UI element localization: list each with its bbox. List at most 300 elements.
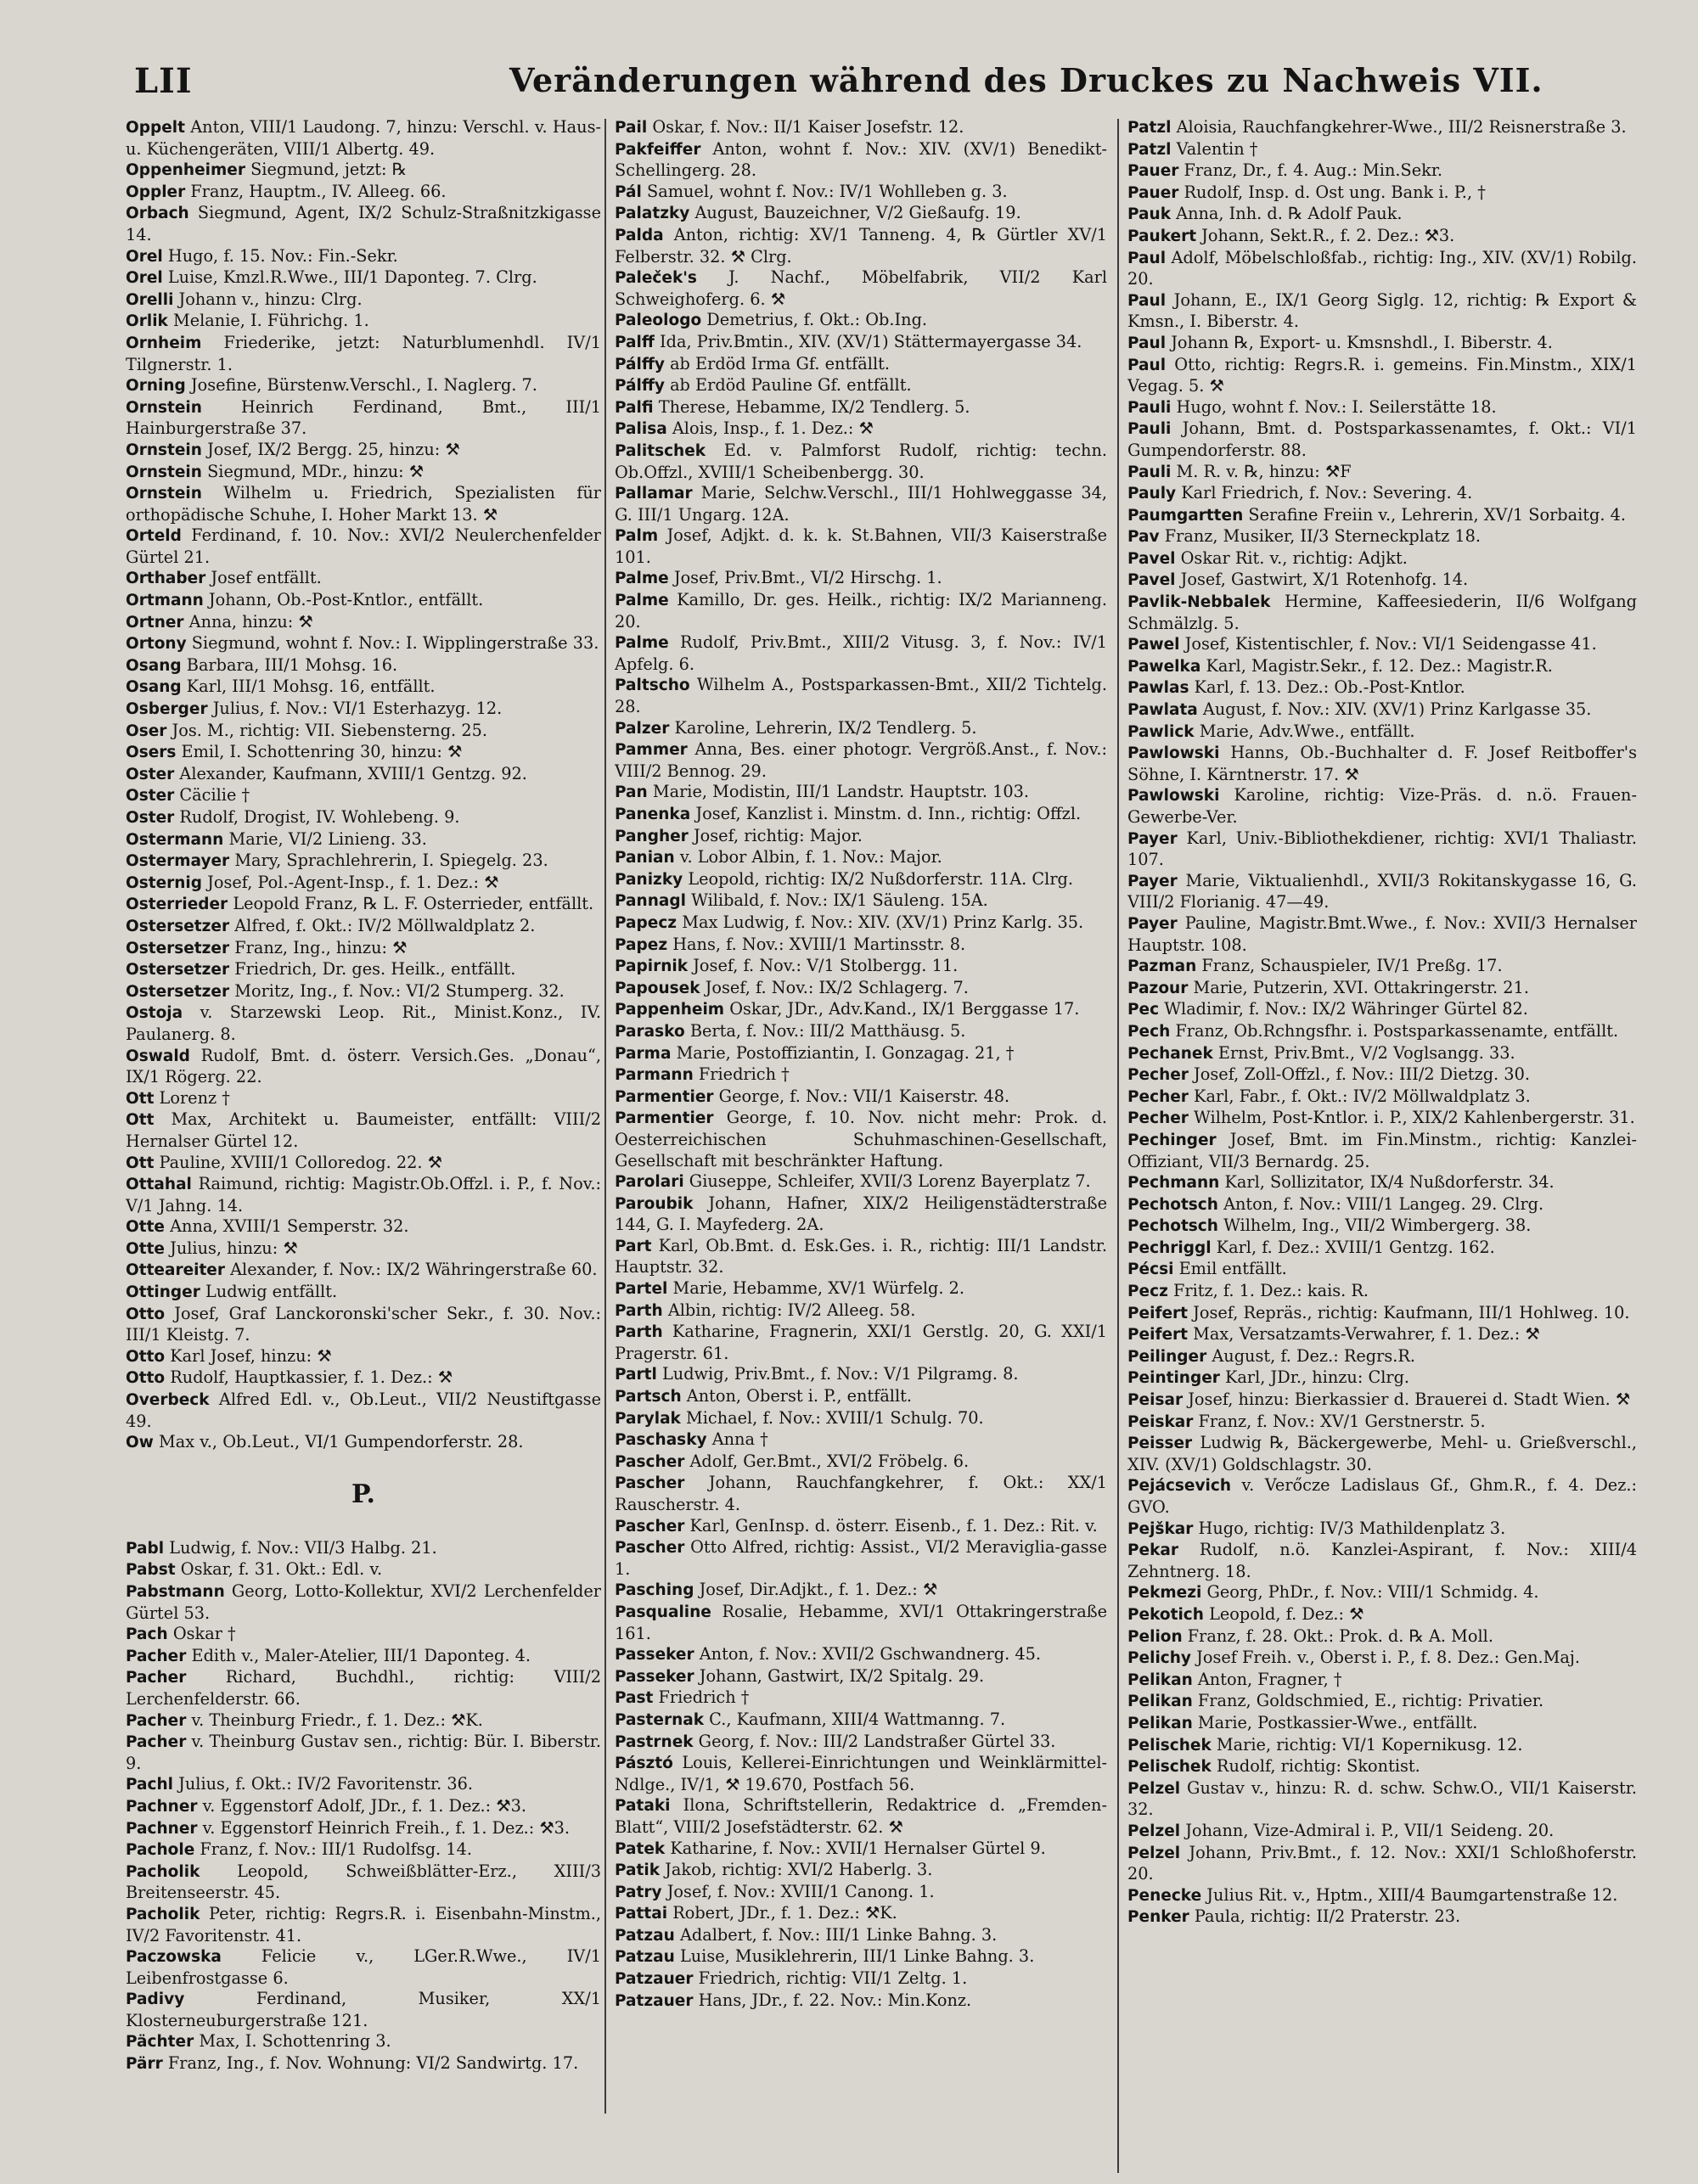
directory-entry: Pauer Franz, Dr., f. 4. Aug.: Min.Sekr. <box>1127 160 1443 181</box>
entry-surname: Pacholik <box>126 1905 200 1923</box>
directory-entry: Penker Paula, richtig: II/2 Praterstr. 23. <box>1127 1906 1461 1927</box>
entry-surname: Peiskar <box>1127 1412 1194 1431</box>
directory-entry: Pelion Franz, f. 28. Okt.: Prok. d. ℞ A. Moll. <box>1127 1625 1493 1646</box>
directory-entry: Padivy Ferdinand, Musiker, XX/1 Klosterneuburgerstraße 121. <box>126 1989 601 2030</box>
entry-surname: Osterrieder <box>126 895 228 914</box>
directory-entry: Pecher Josef, Zoll-Offzl., f. Nov.: III/2 Dietzg. 30. <box>1127 1064 1530 1085</box>
entry-surname: Patzl <box>1127 140 1172 159</box>
column-right <box>1127 117 1637 2171</box>
directory-entry: Pawelka Karl, Magistr.Sekr., f. 12. Dez.: Magistr.R. <box>1127 655 1553 676</box>
entry-surname: Paul <box>1127 291 1167 310</box>
directory-entry: Ornstein Heinrich Ferdinand, Bmt., III/1 Hainburgerstraße 37. <box>126 396 601 439</box>
directory-entry: Ostermann Marie, VI/2 Linieng. 33. <box>126 828 427 849</box>
directory-entry: Pach Oskar † <box>126 1624 236 1644</box>
entry-surname: Part <box>615 1237 652 1255</box>
entry-surname: Pálffy <box>615 355 665 373</box>
directory-entry: Osberger Julius, f. Nov.: VI/1 Esterhazyg. 12. <box>126 699 503 719</box>
entry-surname: Panian <box>615 849 675 867</box>
directory-entry: Partsch Anton, Oberst i. P., entfällt. <box>615 1386 913 1406</box>
directory-entry: Pekotich Leopold, f. Dez.: ⚒ <box>1127 1603 1364 1624</box>
directory-entry: Passeker Anton, f. Nov.: XVII/2 Gschwandnerg. 45. <box>615 1644 1042 1665</box>
directory-entry: Pecz Fritz, f. 1. Dez.: kais. R. <box>1127 1281 1369 1301</box>
entry-surname: Paul <box>1127 334 1167 352</box>
entry-surname: Pauk <box>1127 205 1172 224</box>
entry-surname: Parma <box>615 1044 672 1063</box>
entry-surname: Patek <box>615 1839 666 1858</box>
entry-surname: Oppler <box>126 182 186 201</box>
directory-entry: Oster Cäcilie † <box>126 785 250 806</box>
entry-surname: Pauer <box>1127 162 1179 181</box>
directory-entry: Palitschek Ed. v. Palmforst Rudolf, richtig: techn. Ob.Offzl., XVIII/1 Scheibenbergg. 30. <box>615 440 1107 482</box>
entry-surname: Pail <box>615 119 648 137</box>
directory-entry: Ostoja v. Starzewski Leop. Rit., Minist.Konz., IV. Paulanerg. 8. <box>126 1002 601 1044</box>
entry-surname: Palfi <box>615 398 654 417</box>
directory-entry: Pacher Edith v., Maler-Atelier, III/1 Daponteg. 4. <box>126 1645 531 1665</box>
entry-surname: Pelischek <box>1127 1736 1212 1754</box>
entry-surname: Pejškar <box>1127 1519 1194 1538</box>
directory-entry: Pejškar Hugo, richtig: IV/3 Mathildenplatz 3. <box>1127 1518 1506 1538</box>
directory-entry: Parth Katharine, Fragnerin, XXI/1 Gerstlg. 20, G. XXI/1 Pragerstr. 61. <box>615 1322 1107 1363</box>
directory-entry: Pálffy ab Erdöd Irma Gf. entfällt. <box>615 353 891 373</box>
directory-entry: Orteld Ferdinand, f. 10. Nov.: XVI/2 Neulerchenfelder Gürtel 21. <box>126 525 601 567</box>
directory-entry: Payer Karl, Univ.-Bibliothekdiener, richtig: XVI/1 Thaliastr. 107. <box>1127 828 1637 870</box>
entry-surname: Pakfeiffer <box>615 140 701 159</box>
column-left <box>126 117 601 2120</box>
directory-entry: Palme Rudolf, Priv.Bmt., XIII/2 Vitusg. 3, f. Nov.: IV/1 Apfelg. 6. <box>615 632 1107 674</box>
entry-surname: Parth <box>615 1301 663 1320</box>
directory-entry: Patek Katharine, f. Nov.: XVII/1 Hernalser Gürtel 9. <box>615 1838 1046 1858</box>
entry-surname: Palzer <box>615 719 670 738</box>
directory-entry: Pauli M. R. v. ℞, hinzu: ⚒F <box>1127 461 1352 481</box>
entry-surname: Orthaber <box>126 570 206 588</box>
entry-surname: Ortony <box>126 635 187 654</box>
directory-entry: Oppenheimer Siegmund, jetzt: ℞ <box>126 160 407 180</box>
entry-surname: Pauer <box>1127 183 1179 202</box>
directory-entry: Parmentier George, f. Nov.: VII/1 Kaiserstr. 48. <box>615 1086 1010 1106</box>
entry-surname: Pataki <box>615 1797 671 1816</box>
directory-entry: Oppler Franz, Hauptm., IV. Alleeg. 66. <box>126 181 447 201</box>
directory-entry: Papez Hans, f. Nov.: XVIII/1 Martinsstr. 8. <box>615 934 966 954</box>
entry-surname: Pelzel <box>1127 1844 1181 1862</box>
entry-surname: Pawlick <box>1127 722 1195 741</box>
entry-surname: Pasching <box>615 1581 694 1600</box>
entry-surname: Partsch <box>615 1388 682 1406</box>
entry-surname: Paroubik <box>615 1194 694 1213</box>
entry-surname: Pach <box>126 1625 168 1644</box>
entry-surname: Otteareiter <box>126 1261 225 1280</box>
entry-surname: Palitschek <box>615 441 706 460</box>
entry-surname: Orelli <box>126 290 174 309</box>
directory-entry: Pacher Richard, Buchdhl., richtig: VIII/2 Lerchenfelderstr. 66. <box>126 1667 601 1709</box>
entry-surname: Peifert <box>1127 1304 1189 1322</box>
entry-surname: Ottahal <box>126 1176 192 1194</box>
entry-surname: Pelzel <box>1127 1779 1181 1798</box>
entry-surname: Pasternak <box>615 1710 705 1729</box>
section-letter: P. <box>351 1479 376 1509</box>
directory-entry: Oppelt Anton, VIII/1 Laudong. 7, hinzu: Verschl. v. Haus- u. Küchengeräten, VIII/1 Albertg. 49. <box>126 117 601 159</box>
entry-surname: Pechinger <box>1127 1131 1217 1149</box>
directory-entry: Ostersetzer Moritz, Ing., f. Nov.: VI/2 Stumperg. 32. <box>126 980 565 1001</box>
directory-entry: Pacholik Leopold, Schweißblätter-Erz., XIII/3 Breitenseerstr. 45. <box>126 1861 601 1903</box>
entry-surname: Oswald <box>126 1047 190 1065</box>
entry-surname: Pazman <box>1127 957 1197 976</box>
directory-entry: Partel Marie, Hebamme, XV/1 Würfelg. 2. <box>615 1278 965 1299</box>
directory-entry: Orthaber Josef entfällt. <box>126 568 322 588</box>
entry-surname: Pärr <box>126 2055 163 2074</box>
entry-surname: Parylak <box>615 1409 681 1428</box>
directory-entry: Pannagl Wilibald, f. Nov.: IX/1 Säuleng. 15A. <box>615 890 988 911</box>
directory-entry: Pálffy ab Erdöd Pauline Gf. entfällt. <box>615 375 912 396</box>
directory-entry: Patzau Adalbert, f. Nov.: III/1 Linke Bahng. 3. <box>615 1924 998 1945</box>
entry-surname: Parasko <box>615 1022 685 1041</box>
directory-entry: Ornheim Friederike, jetzt: Naturblumenhdl. IV/1 Tilgnerstr. 1. <box>126 332 601 374</box>
directory-entry: Peifert Max, Versatzamts-Verwahrer, f. 1. Dez.: ⚒ <box>1127 1324 1540 1345</box>
directory-entry: Pav Franz, Musiker, II/3 Sterneckplatz 18. <box>1127 526 1482 547</box>
entry-surname: Patzauer <box>615 1970 694 1989</box>
entry-surname: Pechotsch <box>1127 1217 1218 1236</box>
directory-entry: Pelzel Johann, Priv.Bmt., f. 12. Nov.: XXI/1 Schloßhoferstr. 20. <box>1127 1842 1637 1884</box>
entry-surname: Pasqualine <box>615 1603 711 1621</box>
entry-surname: Ornstein <box>126 485 202 503</box>
entry-surname: Pauly <box>1127 485 1177 503</box>
directory-entry: Peisar Josef, hinzu: Bierkassier d. Brauerei d. Stadt Wien. ⚒ <box>1127 1390 1631 1410</box>
entry-surname: Pastrnek <box>615 1732 694 1751</box>
directory-entry: Paukert Johann, Sekt.R., f. 2. Dez.: ⚒3. <box>1127 225 1455 245</box>
directory-entry: Orning Josefine, Bürstenw.Verschl., I. Naglerg. 7. <box>126 375 537 396</box>
directory-entry: Patzl Valentin † <box>1127 138 1258 159</box>
directory-entry: Pakfeiffer Anton, wohnt f. Nov.: XIV. (XV/1) Benedikt-Schellingerg. 28. <box>615 138 1107 181</box>
directory-entry: Pec Wladimir, f. Nov.: IX/2 Währinger Gürtel 82. <box>1127 999 1528 1019</box>
entry-surname: Parth <box>615 1323 663 1342</box>
entry-surname: Parmentier <box>615 1087 714 1106</box>
entry-surname: Orel <box>126 269 163 288</box>
column-middle <box>615 117 1107 2171</box>
directory-entry: Paul Adolf, Möbelschloßfab., richtig: Ing., XIV. (XV/1) Robilg. 20. <box>1127 247 1637 289</box>
directory-entry: Otto Rudolf, Hauptkassier, f. 1. Dez.: ⚒ <box>126 1367 453 1388</box>
entry-surname: Patzl <box>1127 119 1172 137</box>
entry-surname: Peisar <box>1127 1391 1184 1410</box>
directory-entry: Pavel Oskar Rit. v., richtig: Adjkt. <box>1127 547 1408 568</box>
directory-entry: Overbeck Alfred Edl. v., Ob.Leut., VII/2 Neustiftgasse 49. <box>126 1390 601 1431</box>
directory-entry: Pallamar Marie, Selchw.Verschl., III/1 Hohlweggasse 34, G. III/1 Ungarg. 12A. <box>615 483 1107 525</box>
directory-entry: Part Karl, Ob.Bmt. d. Esk.Ges. i. R., richtig: III/1 Landstr. Hauptstr. 32. <box>615 1235 1107 1277</box>
directory-entry: Pásztó Louis, Kellerei-Einrichtungen und Weinklärmittel-Ndlge., IV/1, ⚒ 19.670, Postfach 56. <box>615 1753 1107 1794</box>
entry-surname: Payer <box>1127 829 1178 848</box>
directory-entry: Pechmann Karl, Sollizitator, IX/4 Nußdorferstr. 34. <box>1127 1172 1555 1193</box>
directory-entry: Pawlata August, f. Nov.: XIV. (XV/1) Prinz Karlgasse 35. <box>1127 699 1592 720</box>
directory-entry: Pekar Rudolf, n.ö. Kanzlei-Aspirant, f. Nov.: XIII/4 Zehntnerg. 18. <box>1127 1540 1637 1581</box>
directory-entry: Paroubik Johann, Hafner, XIX/2 Heiligenstädterstraße 144, G. I. Mayfederg. 2A. <box>615 1193 1107 1235</box>
directory-entry: Pasternak C., Kaufmann, XIII/4 Wattmanng. 7. <box>615 1709 1006 1729</box>
directory-entry: Pawlowski Karoline, richtig: Vize-Präs. d. n.ö. Frauen-Gewerbe-Ver. <box>1127 785 1637 827</box>
directory-entry: Orelli Johann v., hinzu: Clrg. <box>126 289 363 309</box>
entry-surname: Orteld <box>126 527 182 546</box>
entry-surname: Pelikan <box>1127 1670 1193 1689</box>
directory-entry: Palme Josef, Priv.Bmt., VI/2 Hirschg. 1. <box>615 568 942 588</box>
directory-entry: Penecke Julius Rit. v., Hptm., XIII/4 Baumgartenstraße 12. <box>1127 1884 1618 1905</box>
entry-surname: Osternig <box>126 873 203 892</box>
directory-entry: Peifert Josef, Repräs., richtig: Kaufmann, III/1 Hohlweg. 10. <box>1127 1302 1630 1322</box>
directory-entry: Pan Marie, Modistin, III/1 Landstr. Hauptstr. 103. <box>615 782 1030 802</box>
entry-surname: Otte <box>126 1218 165 1237</box>
entry-surname: Payer <box>1127 914 1178 933</box>
directory-entry: Paul Otto, richtig: Regrs.R. i. gemeins. Fin.Minstm., XIX/1 Vegag. 5. ⚒ <box>1127 354 1637 396</box>
page-number: LII <box>134 61 193 101</box>
entry-surname: Pechotsch <box>1127 1195 1218 1214</box>
entry-surname: Pauli <box>1127 463 1172 481</box>
directory-entry: Otto Karl Josef, hinzu: ⚒ <box>126 1345 332 1366</box>
directory-entry: Pavlik-Nebbalek Hermine, Kaffeesiederin, II/6 Wolfgang Schmälzlg. 5. <box>1127 592 1637 633</box>
entry-surname: Otto <box>126 1369 166 1388</box>
entry-surname: Pecher <box>1127 1066 1189 1085</box>
directory-entry: Pail Oskar, f. Nov.: II/1 Kaiser Josefstr. 12. <box>615 117 964 137</box>
directory-entry: Pärr Franz, Ing., f. Nov. Wohnung: VI/2 Sandwirtg. 17. <box>126 2053 579 2074</box>
entry-surname: Penker <box>1127 1908 1189 1927</box>
entry-surname: Pascher <box>615 1474 685 1493</box>
page-header <box>0 61 1698 112</box>
directory-entry: Ottinger Ludwig entfällt. <box>126 1282 338 1302</box>
directory-entry: Ott Pauline, XVIII/1 Colloredog. 22. ⚒ <box>126 1152 442 1172</box>
entry-surname: Pechanek <box>1127 1044 1213 1063</box>
directory-entry: Otte Julius, hinzu: ⚒ <box>126 1238 298 1258</box>
directory-entry: Past Friedrich † <box>615 1687 750 1708</box>
directory-entry: Patzauer Hans, JDr., f. 22. Nov.: Min.Konz. <box>615 1990 972 2010</box>
directory-entry: Pachner v. Eggenstorf Heinrich Freih., f. 1. Dez.: ⚒3. <box>126 1817 571 1838</box>
directory-entry: Pawlick Marie, Adv.Wwe., entfällt. <box>1127 721 1415 741</box>
directory-entry: Palzer Karoline, Lehrerin, IX/2 Tendlerg. 5. <box>615 717 977 738</box>
entry-surname: Ow <box>126 1434 154 1452</box>
entry-surname: Pelichy <box>1127 1649 1191 1668</box>
directory-entry: Ornstein Josef, IX/2 Bergg. 25, hinzu: ⚒ <box>126 439 460 459</box>
entry-surname: Pec <box>1127 1001 1160 1019</box>
entry-surname: Passeker <box>615 1646 694 1665</box>
entry-surname: Oster <box>126 809 175 827</box>
entry-surname: Pecher <box>1127 1109 1189 1128</box>
directory-entry: Parasko Berta, f. Nov.: III/2 Matthäusg. 5. <box>615 1020 966 1041</box>
directory-entry: Pechotsch Wilhelm, Ing., VII/2 Wimbergerg. 38. <box>1127 1216 1532 1236</box>
directory-entry: Pechotsch Anton, f. Nov.: VIII/1 Langeg. 29. Clrg. <box>1127 1193 1544 1214</box>
directory-entry: Osang Karl, III/1 Mohsg. 16, entfällt. <box>126 677 436 697</box>
directory-entry: Pawlas Karl, f. 13. Dez.: Ob.-Post-Kntlor. <box>1127 677 1465 698</box>
directory-entry: Paczowska Felicie v., LGer.R.Wwe., IV/1 Leibenfrostgasse 6. <box>126 1946 601 1988</box>
entry-surname: Orlik <box>126 312 168 331</box>
directory-entry: Paleček's J. Nachf., Möbelfabrik, VII/2 Karl Schweighoferg. 6. ⚒ <box>615 267 1107 309</box>
entry-surname: Oppenheimer <box>126 161 245 180</box>
directory-entry: Pawel Josef, Kistentischler, f. Nov.: VI/1 Seidengasse 41. <box>1127 634 1597 654</box>
entry-surname: Pelikan <box>1127 1693 1193 1711</box>
directory-entry: Pekmezi Georg, PhDr., f. Nov.: VIII/1 Schmidg. 4. <box>1127 1582 1539 1603</box>
directory-entry: Parmentier George, f. 10. Nov. nicht mehr: Prok. d. Oesterreichischen Schuhmaschinen-Gesellschaft, Gesellschaft mit beschränkter Haftung. <box>615 1108 1107 1171</box>
directory-entry: Ottahal Raimund, richtig: Magistr.Ob.Offzl. i. P., f. Nov.: V/1 Jahng. 14. <box>126 1174 601 1216</box>
entry-surname: Paumgartten <box>1127 506 1244 525</box>
entry-surname: Pechmann <box>1127 1174 1220 1193</box>
directory-entry: Pechinger Josef, Bmt. im Fin.Minstm., richtig: Kanzlei-Offiziant, VII/3 Bernardg. 25. <box>1127 1129 1637 1171</box>
entry-surname: Pachl <box>126 1776 174 1794</box>
directory-entry: Peisser Ludwig ℞, Bäckergewerbe, Mehl- u. Grießverschl., XIV. (XV/1) Goldschlagstr. 30. <box>1127 1433 1637 1474</box>
entry-surname: Paleologo <box>615 312 702 330</box>
entry-surname: Pattai <box>615 1905 668 1923</box>
directory-entry: Otto Josef, Graf Lanckoronski'scher Sekr., f. 30. Nov.: III/1 Kleistg. 7. <box>126 1303 601 1345</box>
directory-entry: Pazour Marie, Putzerin, XVI. Ottakringerstr. 21. <box>1127 977 1529 997</box>
entry-surname: Pécsi <box>1127 1260 1174 1279</box>
directory-entry: Otteareiter Alexander, f. Nov.: IX/2 Währingerstraße 60. <box>126 1260 598 1280</box>
entry-surname: Patry <box>615 1883 662 1901</box>
column-divider <box>1117 119 1119 2173</box>
directory-entry: Pascher Adolf, Ger.Bmt., XVI/2 Fröbelg. 6. <box>615 1451 970 1471</box>
directory-entry: Panenka Josef, Kanzlist i. Minstm. d. Inn., richtig: Offzl. <box>615 804 1082 823</box>
directory-entry: Panizky Leopold, richtig: IX/2 Nußdorferstr. 11A. Clrg. <box>615 868 1074 889</box>
entry-surname: Ornheim <box>126 334 202 352</box>
directory-entry: Pelischek Marie, richtig: VI/1 Kopernikusg. 12. <box>1127 1734 1523 1754</box>
entry-surname: Peintinger <box>1127 1369 1220 1388</box>
directory-entry: Pächter Max, I. Schottenring 3. <box>126 2031 391 2052</box>
entry-surname: Parmentier <box>615 1109 714 1128</box>
entry-surname: Ostersetzer <box>126 939 230 957</box>
entry-surname: Pauli <box>1127 398 1172 417</box>
directory-entry: Oster Rudolf, Drogist, IV. Wohlebeng. 9. <box>126 807 460 827</box>
entry-surname: Pavel <box>1127 571 1176 590</box>
directory-entry: Paul Johann ℞, Export- u. Kmsnshdl., I. Biberstr. 4. <box>1127 332 1553 352</box>
entry-surname: Ornstein <box>126 441 202 459</box>
entry-surname: Pejácsevich <box>1127 1477 1231 1496</box>
entry-surname: Ott <box>126 1089 155 1108</box>
entry-surname: Pekar <box>1127 1541 1179 1560</box>
entry-surname: Ottinger <box>126 1283 200 1302</box>
directory-entry: Ow Max v., Ob.Leut., VI/1 Gumpendorferstr. 28. <box>126 1432 524 1452</box>
directory-entry: Pasqualine Rosalie, Hebamme, XVI/1 Ottakringerstraße 161. <box>615 1601 1107 1643</box>
directory-entry: Papecz Max Ludwig, f. Nov.: XIV. (XV/1) Prinz Karlg. 35. <box>615 912 1084 932</box>
directory-entry: Pascher Otto Alfred, richtig: Assist., VI/2 Meraviglia-gasse 1. <box>615 1537 1107 1579</box>
directory-entry: Paumgartten Serafine Freiin v., Lehrerin, XV/1 Sorbaitg. 4. <box>1127 504 1627 525</box>
entry-surname: Ornstein <box>126 463 202 481</box>
entry-surname: Paleček's <box>615 269 697 288</box>
entry-surname: Pacher <box>126 1733 187 1752</box>
entry-surname: Pannagl <box>615 892 686 911</box>
directory-entry: Patzau Luise, Musiklehrerin, III/1 Linke Bahng. 3. <box>615 1946 1035 1967</box>
entry-surname: Palme <box>615 634 669 653</box>
directory-entry: Orel Luise, Kmzl.R.Wwe., III/1 Daponteg. 7. Clrg. <box>126 267 537 288</box>
directory-entry: Pelzel Johann, Vize-Admiral i. P., VII/1 Seideng. 20. <box>1127 1820 1555 1840</box>
directory-entry: Palff Ida, Priv.Bmtin., XIV. (XV/1) Stättermayergasse 34. <box>615 331 1082 351</box>
entry-surname: Patzau <box>615 1926 675 1945</box>
directory-entry: Ostersetzer Alfred, f. Okt.: IV/2 Möllwaldplatz 2. <box>126 915 536 935</box>
directory-entry: Palisa Alois, Insp., f. 1. Dez.: ⚒ <box>615 418 874 439</box>
directory-entry: Pauli Hugo, wohnt f. Nov.: I. Seilerstätte 18. <box>1127 396 1497 417</box>
entry-surname: Partel <box>615 1280 668 1299</box>
entry-surname: Patzauer <box>615 1991 694 2010</box>
directory-entry: Pawlowski Hanns, Ob.-Buchhalter d. F. Josef Reitboffer's Söhne, I. Kärntnerstr. 17. ⚒ <box>1127 743 1637 784</box>
entry-surname: Palme <box>615 592 669 610</box>
directory-entry: Pauli Johann, Bmt. d. Postsparkassenamtes, f. Okt.: VI/1 Gumpendorferstr. 88. <box>1127 418 1637 460</box>
entry-surname: Pawlas <box>1127 679 1189 698</box>
entry-surname: Paltscho <box>615 677 690 695</box>
directory-entry: Ortner Anna, hinzu: ⚒ <box>126 611 313 632</box>
entry-surname: Paul <box>1127 249 1167 267</box>
entry-surname: Pappenheim <box>615 1001 725 1019</box>
directory-entry: Ostersetzer Friedrich, Dr. ges. Heilk., entfällt. <box>126 959 516 980</box>
entry-surname: Papousek <box>615 979 700 997</box>
entry-surname: Pavlik-Nebbalek <box>1127 593 1271 612</box>
entry-surname: Pabl <box>126 1539 165 1558</box>
directory-entry: Pelikan Franz, Goldschmied, E., richtig: Privatier. <box>1127 1691 1544 1711</box>
directory-entry: Pachl Julius, f. Okt.: IV/2 Favoritenstr. 36. <box>126 1774 474 1794</box>
entry-surname: Pacholik <box>126 1862 200 1881</box>
directory-entry: Pabl Ludwig, f. Nov.: VII/3 Halbg. 21. <box>126 1537 437 1558</box>
directory-entry: Ott Lorenz † <box>126 1087 230 1108</box>
entry-surname: Payer <box>1127 872 1178 890</box>
entry-surname: Pálffy <box>615 377 665 396</box>
directory-entry: Ortmann Johann, Ob.-Post-Kntlor., entfällt. <box>126 590 484 610</box>
directory-entry: Orel Hugo, f. 15. Nov.: Fin.-Sekr. <box>126 245 398 266</box>
directory-entry: Pelichy Josef Freih. v., Oberst i. P., f. 8. Dez.: Gen.Maj. <box>1127 1648 1581 1668</box>
directory-entry: Pechanek Ernst, Priv.Bmt., V/2 Voglsangg. 33. <box>1127 1042 1515 1063</box>
directory-entry: Parth Albin, richtig: IV/2 Alleeg. 58. <box>615 1300 916 1320</box>
entry-surname: Parmann <box>615 1066 694 1085</box>
entry-surname: Peilinger <box>1127 1347 1207 1366</box>
entry-surname: Patik <box>615 1861 661 1880</box>
directory-entry: Pechriggl Karl, f. Dez.: XVIII/1 Gentzg. 162. <box>1127 1237 1495 1257</box>
directory-entry: Pataki Ilona, Schriftstellerin, Redaktrice d. „Fremden-Blatt“, VIII/2 Josefstädterstr. 62. ⚒ <box>615 1795 1107 1837</box>
entry-surname: Pav <box>1127 528 1160 547</box>
entry-surname: Otto <box>126 1305 166 1323</box>
entry-surname: Oppelt <box>126 119 185 137</box>
directory-entry: Pelischek Rudolf, richtig: Skontist. <box>1127 1756 1420 1777</box>
directory-entry: Paschasky Anna † <box>615 1429 768 1450</box>
directory-entry: Osers Emil, I. Schottenring 30, hinzu: ⚒ <box>126 742 463 762</box>
entry-surname: Pammer <box>615 741 688 760</box>
entry-surname: Pawlata <box>1127 701 1198 720</box>
directory-entry: Oswald Rudolf, Bmt. d. österr. Versich.Ges. „Donau“, IX/1 Rögerg. 22. <box>126 1045 601 1087</box>
directory-entry: Pécsi Emil entfällt. <box>1127 1259 1287 1279</box>
directory-entry: Paltscho Wilhelm A., Postsparkassen-Bmt., XII/2 Tichtelg. 28. <box>615 675 1107 717</box>
directory-entry: Pascher Karl, GenInsp. d. österr. Eisenb., f. 1. Dez.: Rit. v. <box>615 1515 1098 1536</box>
entry-surname: Palisa <box>615 420 667 439</box>
entry-surname: Penecke <box>1127 1886 1202 1905</box>
entry-surname: Osang <box>126 656 182 675</box>
entry-surname: Pacher <box>126 1669 187 1687</box>
directory-entry: Palme Kamillo, Dr. ges. Heilk., richtig: IX/2 Marianneng. 20. <box>615 590 1107 632</box>
directory-entry: Payer Marie, Viktualienhdl., XVII/3 Rokitanskygasse 16, G. VIII/2 Florianig. 47—49. <box>1127 870 1637 912</box>
entry-surname: Pelikan <box>1127 1714 1193 1732</box>
entry-surname: Pál <box>615 182 642 201</box>
entry-surname: Ostermann <box>126 830 224 849</box>
entry-surname: Pavel <box>1127 549 1176 568</box>
directory-entry: Patry Josef, f. Nov.: XVIII/1 Canong. 1. <box>615 1881 935 1901</box>
entry-surname: Osers <box>126 744 177 762</box>
entry-surname: Oser <box>126 721 167 740</box>
entry-surname: Partl <box>615 1366 657 1384</box>
entry-surname: Pachole <box>126 1841 195 1860</box>
page-title: Veränderungen während des Druckes zu Nachweis VII. <box>509 61 1543 99</box>
directory-entry: Palfi Therese, Hebamme, IX/2 Tendlerg. 5. <box>615 396 970 417</box>
entry-surname: Pekmezi <box>1127 1584 1202 1603</box>
entry-surname: Osang <box>126 678 182 697</box>
directory-entry: Pauer Rudolf, Insp. d. Ost ung. Bank i. P., † <box>1127 182 1486 202</box>
directory-entry: Panian v. Lobor Albin, f. 1. Nov.: Major. <box>615 847 942 867</box>
directory-entry: Parma Marie, Postoffiziantin, I. Gonzagag. 21, † <box>615 1042 1015 1063</box>
directory-entry: Pangher Josef, richtig: Major. <box>615 825 863 845</box>
entry-surname: Parolari <box>615 1173 684 1192</box>
directory-entry: Pabstmann Georg, Lotto-Kollektur, XVI/2 Lerchenfelder Gürtel 53. <box>126 1581 601 1623</box>
entry-surname: Pallamar <box>615 485 693 503</box>
entry-surname: Palff <box>615 333 655 351</box>
entry-surname: Pecz <box>1127 1283 1168 1301</box>
entry-surname: Paul <box>1127 356 1167 374</box>
column-divider <box>604 119 606 2114</box>
entry-surname: Papirnik <box>615 957 689 976</box>
entry-surname: Panizky <box>615 870 683 889</box>
directory-entry: Parolari Giuseppe, Schleifer, XVII/3 Lorenz Bayerplatz 7. <box>615 1171 1091 1192</box>
